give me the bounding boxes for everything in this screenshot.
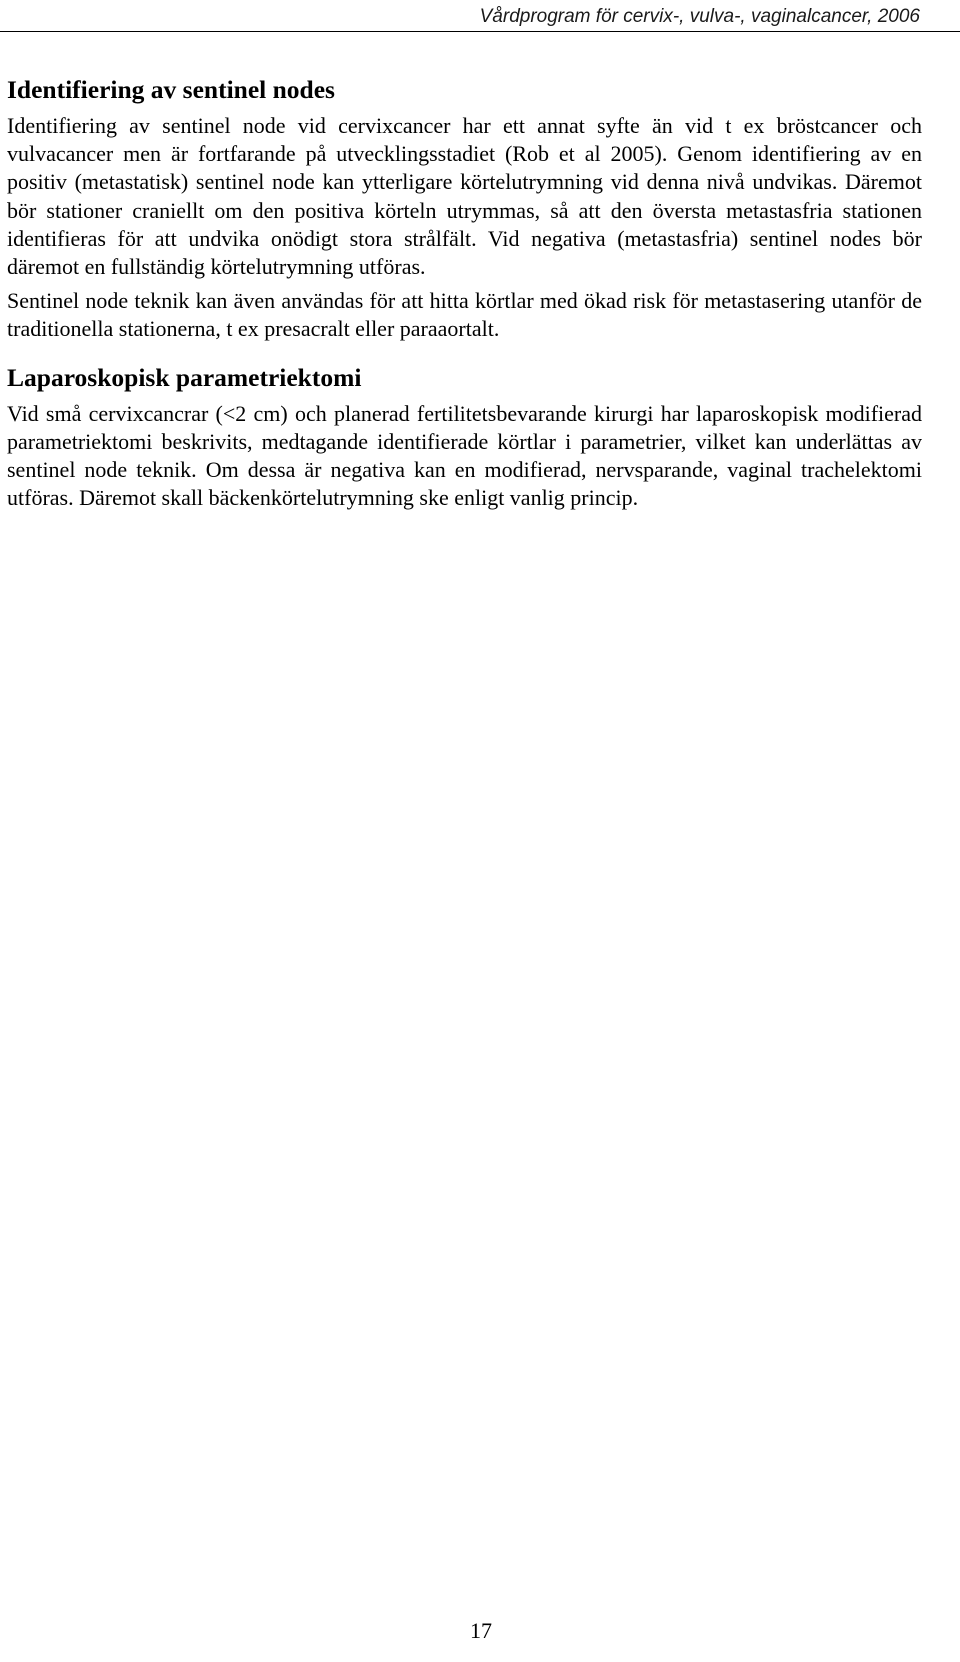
section-heading-parametriektomi: Laparoskopisk parametriektomi	[7, 362, 362, 392]
running-header: Vårdprogram för cervix-, vulva-, vaginalcancer, 2006	[479, 6, 920, 27]
paragraph-sentinel-nodes-2: Sentinel node teknik kan även användas för att hitta körtlar med ökad risk för metastasering utanför de traditionella stationerna, t ex presacralt eller paraaortalt.	[7, 288, 922, 342]
paragraph-parametriektomi-1: Vid små cervixcancrar (<2 cm) och planerad fertilitetsbevarande kirurgi har laparoskopisk modifierad parametriektomi beskrivits, medtagande identifierade körtlar i parametrier, vilket kan underlättas av sentinel node teknik. Om dessa är negativa kan en modifierad, nervsparande, vaginal trachelektomi utföras. Däremot skall bäckenkörtelutrymning ske enligt vanlig princip.	[7, 400, 922, 511]
section-heading-sentinel-nodes: Identifiering av sentinel nodes	[7, 75, 335, 104]
header-rule	[0, 31, 960, 32]
page-number: 17	[470, 1618, 492, 1643]
page-body	[7, 74, 922, 512]
paragraph-sentinel-nodes-1: Identifiering av sentinel node vid cervixcancer har ett annat syfte än vid t ex bröstcancer och vulvacancer men är fortfarande på utvecklingsstadiet (Rob et al 2005). Genom identifiering av en positiv (metastatisk) sentinel node kan ytterligare körtelutrymning vid denna nivå undvikas. Däremot bör stationer craniellt om den positiva körteln utrymmas, så att den översta metastasfria stationen identifieras för att undvika onödigt stora strålfält. Vid negativa (metastasfria) sentinel nodes bör däremot en fullständig körtelutrymning utföras.	[7, 113, 922, 280]
